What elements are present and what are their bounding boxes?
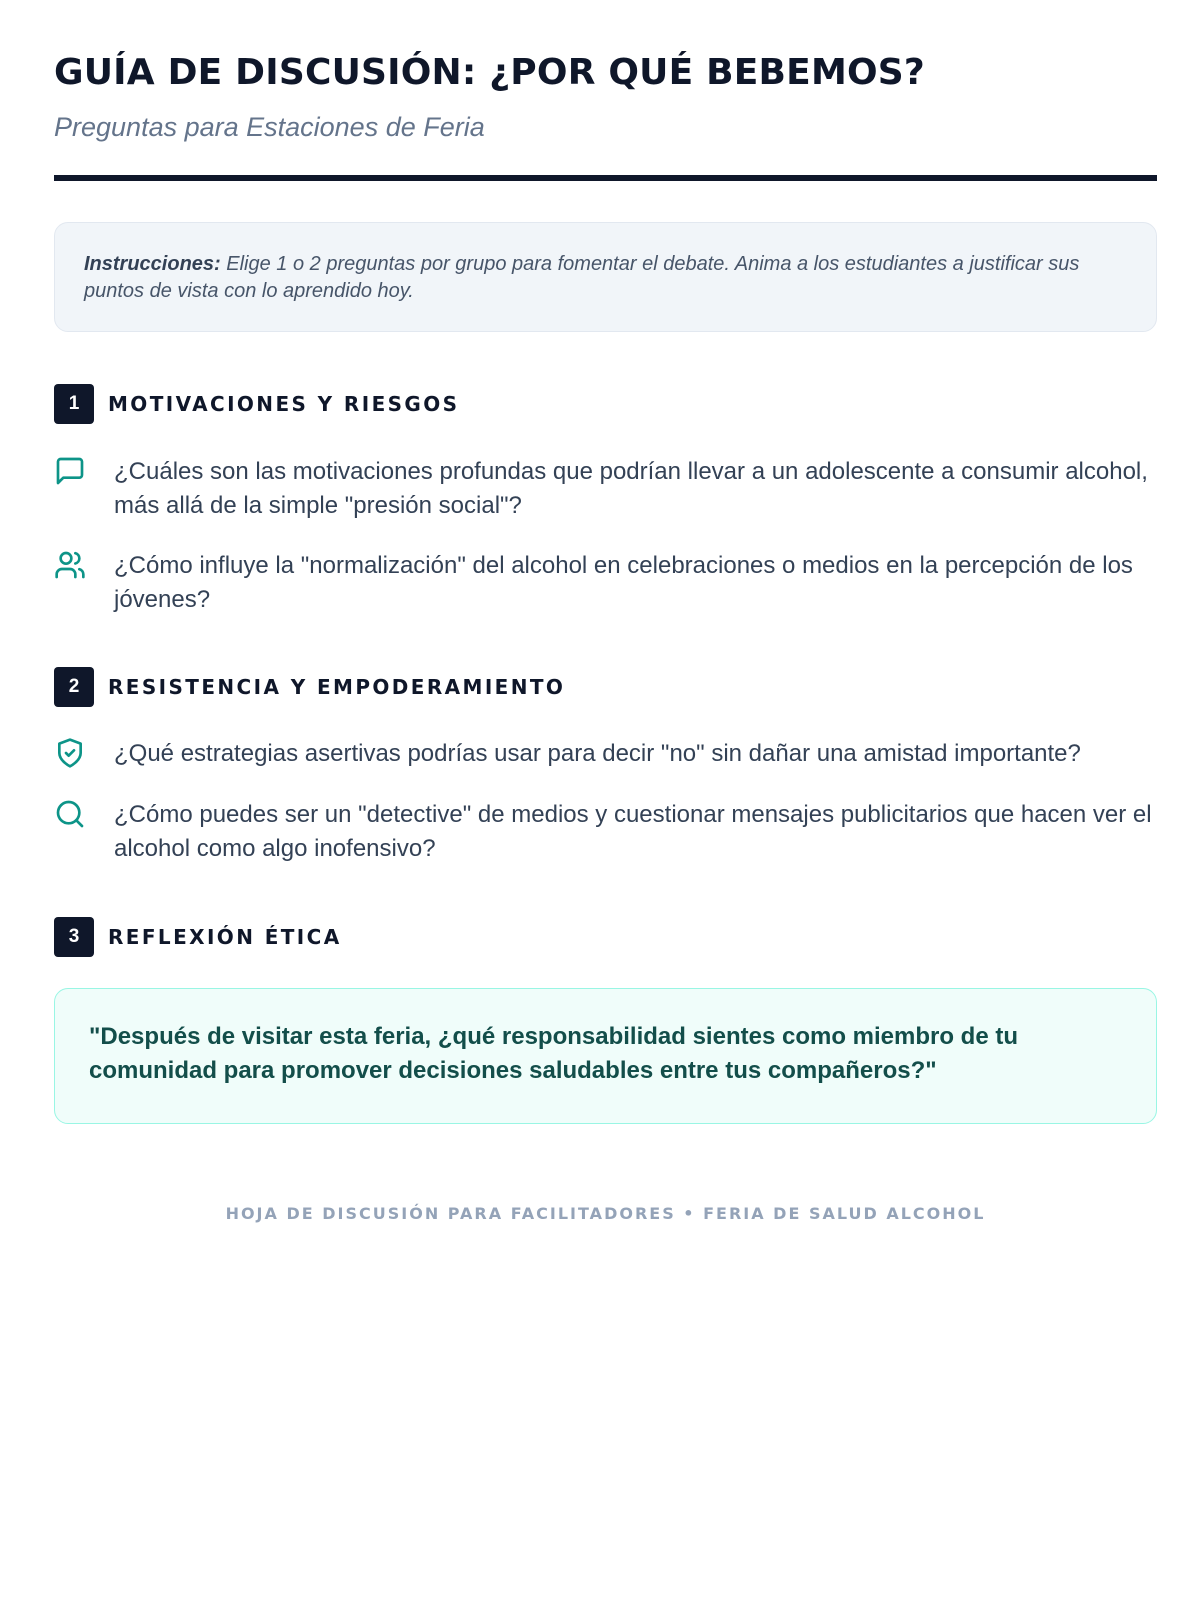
page-title: GUÍA DE DISCUSIÓN: ¿POR QUÉ BEBEMOS?: [54, 52, 926, 93]
section-number-badge: 1: [54, 384, 94, 424]
title-divider: [54, 175, 1157, 181]
page-subtitle: Preguntas para Estaciones de Feria: [54, 112, 485, 142]
section-3-header: [54, 917, 342, 957]
question-text: ¿Cómo influye la "normalización" del alcohol en celebraciones o medios en la percepción de los jóvenes?: [114, 552, 1133, 613]
reflection-quote: "Después de visitar esta feria, ¿qué responsabilidad sientes como miembro de tu comunidad para promover decisiones saludables entre tus compañeros?": [89, 1023, 1018, 1084]
reflection-quote-box: [54, 988, 1157, 1124]
instructions-box: [54, 222, 1157, 332]
section-1-header: [54, 384, 459, 424]
instructions-lead: Instrucciones:: [84, 253, 221, 275]
page-footer: HOJA DE DISCUSIÓN PARA FACILITADORES • FERIA DE SALUD ALCOHOL: [225, 1204, 986, 1223]
search-icon: [54, 798, 86, 830]
question-text: ¿Qué estrategias asertivas podrías usar para decir "no" sin dañar una amistad importante?: [114, 740, 1081, 767]
question-text: ¿Cómo puedes ser un "detective" de medios y cuestionar mensajes publicitarios que hacen ver el alcohol como algo inofensivo?: [114, 801, 1152, 862]
section-title: RESISTENCIA Y EMPODERAMIENTO: [108, 675, 566, 699]
section-number-badge: 2: [54, 667, 94, 707]
instructions-text: Elige 1 o 2 preguntas por grupo para fomentar el debate. Anima a los estudiantes a justificar sus puntos de vista con lo aprendido hoy.: [84, 253, 1080, 302]
users-icon: [54, 549, 86, 581]
section-number-badge: 3: [54, 917, 94, 957]
question-text: ¿Cuáles son las motivaciones profundas que podrían llevar a un adolescente a consumir alcohol, más allá de la simple "presión social"?: [114, 458, 1148, 519]
message-square-icon: [54, 455, 86, 487]
section-2-header: [54, 667, 565, 707]
section-title: MOTIVACIONES Y RIESGOS: [108, 392, 460, 416]
section-title: REFLEXIÓN ÉTICA: [108, 925, 342, 949]
shield-check-icon: [54, 737, 86, 769]
